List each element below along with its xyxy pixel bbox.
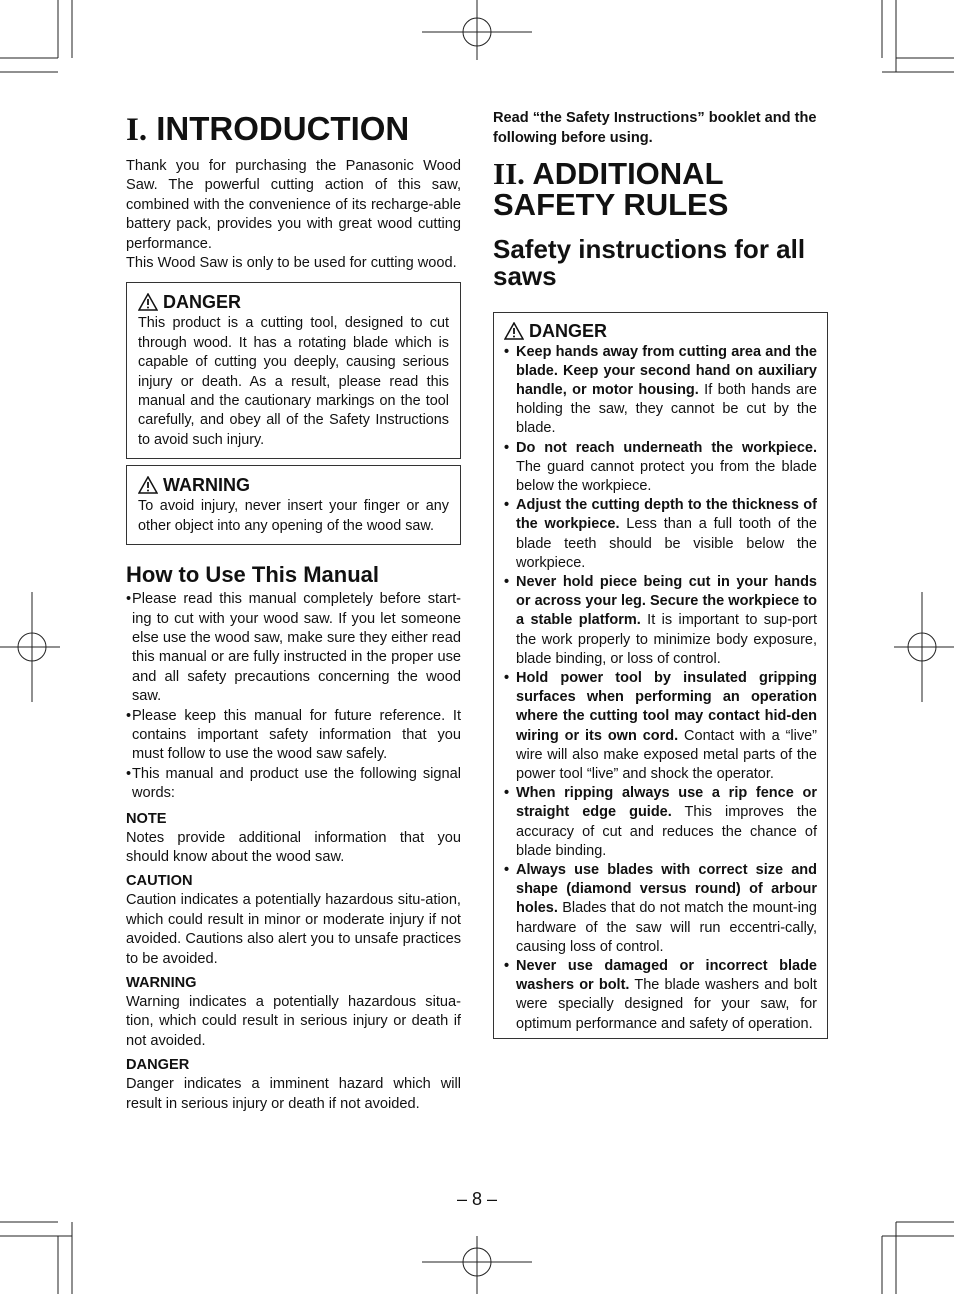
additional-numeral: II.	[493, 156, 525, 191]
rule-emphasis: Adjust the cutting depth to the thickness of the workpiece.	[516, 497, 817, 533]
how-to-use-heading: How to Use This Manual	[126, 562, 380, 588]
additional-heading	[493, 158, 828, 220]
signal-caution: CAUTION Caution indicates a potentially hazardous situ-ation, which could result in minor or moderate injury if not avoided. Cautions also alert you to unsafe practices to be avoided.	[126, 873, 461, 967]
signal-danger: DANGER Danger indicates a imminent hazard which will result in serious injury or death if not avoided.	[126, 1057, 461, 1112]
warning-triangle-icon	[504, 322, 524, 340]
rule-emphasis: Do not reach underneath the workpiece.	[516, 439, 817, 456]
safety-subheading: Safety instructions for all saws	[493, 234, 806, 291]
list-item: • Please read this manual completely before start-ing to cut with your wood saw. If you let someone else use the wood saw, make sure they either read this manual or are fully instructed in the proper use and all safety precautions concerning the wood saw.	[126, 591, 461, 705]
rule-item: • Keep hands away from cutting area and the blade. Keep your second hand on auxiliary handle, or motor housing. If both hands are holding the saw, they cannot be cut by the blade.	[504, 343, 817, 437]
rule-item: • Do not reach underneath the workpiece. The guard cannot protect you from the blade below the workpiece.	[504, 439, 817, 494]
rule-emphasis: Always use blades with correct size and shape (diamond versus round) of arbour holes.	[516, 862, 817, 917]
rules-danger-box	[493, 312, 828, 1039]
rule-item: • When ripping always use a rip fence or straight edge guide. This improves the accuracy of cut and reduces the chance of blade binding.	[504, 785, 817, 859]
danger-box	[126, 282, 461, 459]
preface-note: Read “the Safety Instructions” booklet and the following before using.	[493, 110, 817, 146]
rules-list	[504, 343, 817, 1034]
rule-detail: Less than a full tooth of the blade teeth should be visible below the workpiece.	[516, 516, 817, 571]
rule-item: • Hold power tool by insulated gripping surfaces when performing an operation where the cutting tool may contact hid-den wiring or its own cord. Contact with a “live” wire will also make exposed metal parts of the power tool “live” and shock the operator.	[504, 670, 817, 783]
intro-title: INTRODUCTION	[156, 110, 410, 147]
rule-emphasis: When ripping always use a rip fence or straight edge guide.	[516, 785, 817, 821]
rule-detail: The blade washers and bolt were specially designed for your saw, for optimum performance and safety of operation.	[516, 977, 817, 1032]
list-item: • This manual and product use the following signal words:	[126, 765, 461, 802]
rule-detail: If both hands are holding the saw, they cannot be cut by the blade.	[516, 381, 817, 437]
how-to-use-list	[126, 590, 461, 803]
warning-triangle-icon	[138, 476, 158, 494]
signal-note: NOTE Notes provide additional information that you should know about the wood saw.	[126, 810, 461, 865]
rule-emphasis: Keep hands away from cutting area and the blade. Keep your second hand on auxiliary handle, or motor housing.	[516, 343, 817, 398]
warning-triangle-icon	[138, 293, 158, 311]
rule-item: • Always use blades with correct size and shape (diamond versus round) of arbour holes. Blades that do not match the mount-ing hardware of the saw will run eccentri-cally, causing loss of control.	[504, 862, 817, 955]
rule-detail: The guard cannot protect you from the blade below the workpiece.	[516, 458, 817, 494]
signal-warning: WARNING Warning indicates a potentially hazardous situa-tion, which could result in serious injury or death if not avoided.	[126, 975, 461, 1049]
rule-detail: Blades that do not match the mount-ing hardware of the saw will run eccentri-cally, causing loss of control.	[516, 900, 817, 955]
rules-box-label: DANGER	[529, 320, 608, 341]
intro-heading	[126, 112, 461, 147]
right-column	[493, 108, 828, 1039]
additional-title: ADDITIONAL SAFETY RULES	[493, 156, 729, 222]
rule-detail: This improves the accuracy of cut and reduces the chance of blade binding.	[516, 804, 817, 859]
rule-item: • Never use damaged or incorrect blade washers or bolt. The blade washers and bolt were specially designed for your saw, for optimum performance and safety of operation.	[504, 958, 817, 1032]
rule-detail: Contact with a “live” wire will also make exposed metal parts of the power tool “live” and shock the operator.	[516, 727, 817, 783]
left-column	[126, 108, 461, 1114]
warning-box-heading	[138, 474, 449, 496]
rule-emphasis: Hold power tool by insulated gripping surfaces when performing an operation where the cutting tool may contact hid-den wiring or its own cord.	[516, 670, 817, 744]
rule-detail: It is important to sup-port the work properly to minimize body exposure, blade binding, or loss of control.	[516, 612, 817, 667]
list-item: • Please keep this manual for future reference. It contains important safety information that you must follow to use the wood saw safely.	[126, 707, 461, 763]
rule-emphasis: Never use damaged or incorrect blade washers or bolt.	[516, 958, 817, 994]
page-number: – 8 –	[456, 1189, 498, 1209]
danger-box-label: DANGER	[163, 292, 242, 313]
warning-box-label: WARNING	[163, 475, 250, 496]
intro-numeral: I.	[126, 112, 148, 148]
rule-emphasis: Never hold piece being cut in your hands or across your leg. Secure the workpiece to a stable platform.	[516, 574, 817, 629]
intro-paragraph-2: This Wood Saw is only to be used for cutting wood.	[126, 255, 457, 272]
warning-box	[126, 465, 461, 545]
rule-item: • Adjust the cutting depth to the thickness of the workpiece. Less than a full tooth of the blade teeth should be visible below the workpiece.	[504, 497, 817, 571]
danger-box-heading	[138, 291, 449, 313]
warning-box-text: To avoid injury, never insert your finger or any other object into any opening of the wood saw.	[138, 498, 449, 534]
danger-box-text: This product is a cutting tool, designed to cut through wood. It has a rotating blade which is capable of cutting you deeply, causing serious injury or death. As a result, please read this manual and the cautionary markings on the tool carefully, and obey all of the Safety Instructions to avoid such injury.	[138, 315, 449, 448]
intro-paragraph-1: Thank you for purchasing the Panasonic Wood Saw. The powerful cutting action of this saw, combined with the convenience of its recharge-able battery pack, provides you with great wood cutting performance.	[126, 158, 461, 252]
rule-item: • Never hold piece being cut in your hands or across your leg. Secure the workpiece to a stable platform. It is important to sup-port the work properly to minimize body exposure, blade binding, or loss of control.	[504, 574, 817, 667]
rules-box-heading	[504, 320, 817, 342]
